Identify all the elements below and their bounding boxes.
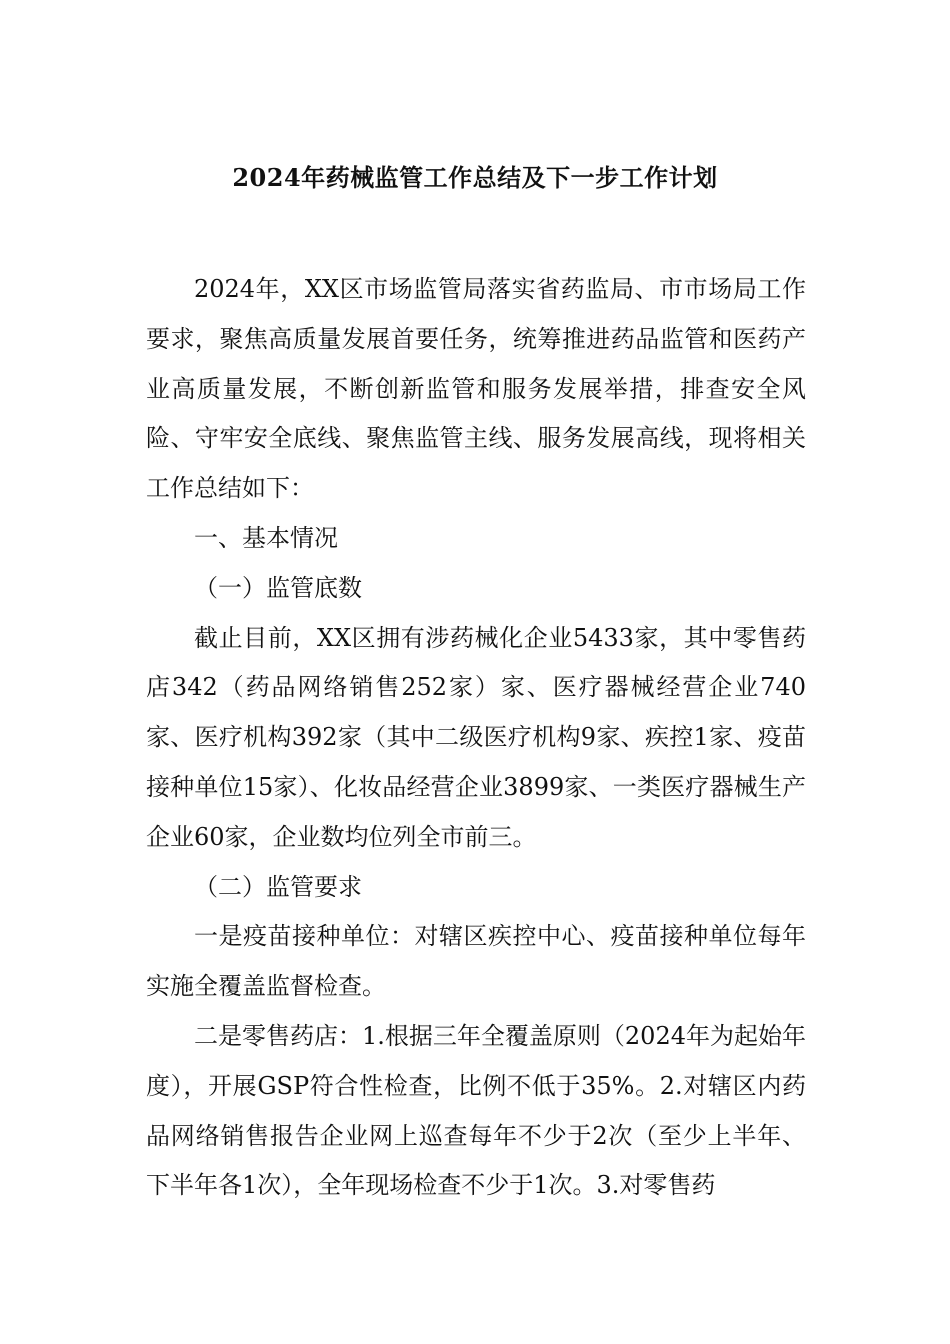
subsection-heading-supervision-requirements: （二）监管要求 — [194, 872, 362, 901]
supervision-base-paragraph: 截止目前，XX区拥有涉药械化企业5433家，其中零售药店342（药品网络销售252家）家、医疗器械经营企业740家、医疗机构392家（其中二级医疗机构9家、疾控1家、疫苗接种单位15家）、化妆品经营企业3899家、一类医疗器械生产企业60家，企业数均位列全市前三。 — [146, 623, 806, 851]
subsection-heading-supervision-base: （一）监管底数 — [194, 573, 362, 602]
document-title: 2024年药械监管工作总结及下一步工作计划 — [232, 163, 718, 192]
document-body — [146, 265, 806, 1211]
vaccination-units-paragraph: 一是疫苗接种单位：对辖区疾控中心、疫苗接种单位每年实施全覆盖监督检查。 — [146, 922, 806, 1001]
section-heading-basic-situation: 一、基本情况 — [194, 523, 338, 552]
intro-paragraph: 2024年，XX区市场监管局落实省药监局、市市场局工作要求，聚焦高质量发展首要任务，统筹推进药品监管和医药产业高质量发展，不断创新监管和服务发展举措，排查安全风险、守牢安全底线、聚焦监管主线、服务发展高线，现将相关工作总结如下： — [146, 275, 806, 503]
retail-pharmacy-paragraph: 二是零售药店：1.根据三年全覆盖原则（2024年为起始年度），开展GSP符合性检查，比例不低于35%。2.对辖区内药品网络销售报告企业网上巡查每年不少于2次（至少上半年、下半年各1次），全年现场检查不少于1次。3.对零售药 — [146, 1021, 806, 1200]
